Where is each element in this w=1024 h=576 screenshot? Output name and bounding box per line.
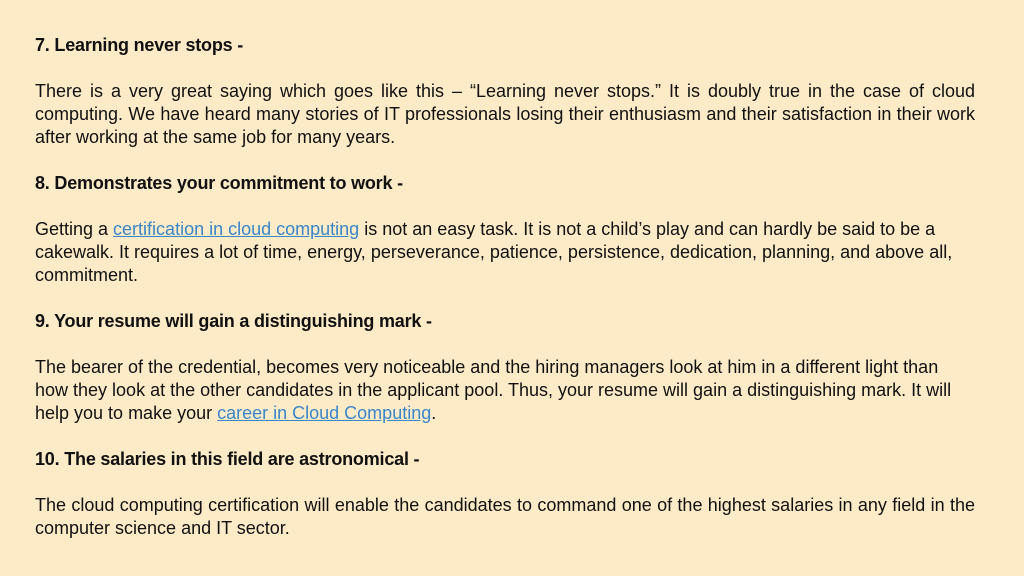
section-9-text-after: . bbox=[431, 403, 437, 423]
spacer bbox=[35, 287, 975, 310]
section-7-body: There is a very great saying which goes like this – “Learning never stops.” It is doubly true in the case of cloud computing. We have heard many stories of IT professionals losing their enthusiasm and their satisfaction in their work after working at the same job for many years. bbox=[35, 81, 975, 147]
section-8-body bbox=[35, 218, 975, 287]
spacer bbox=[35, 425, 975, 448]
section-9-text-before: The bearer of the credential, becomes very noticeable and the hiring managers look at him in a different light than how they look at the other candidates in the applicant pool. Thus, your resume will gain a distinguishing mark. It will help you to make your bbox=[35, 357, 952, 423]
spacer bbox=[35, 195, 975, 218]
spacer bbox=[35, 471, 975, 494]
cloud-certification-link[interactable]: certification in cloud computing bbox=[113, 219, 360, 239]
spacer bbox=[35, 333, 975, 356]
slide-content bbox=[35, 34, 975, 540]
section-10-body: The cloud computing certification will enable the candidates to command one of the highest salaries in any field in the computer science and IT sector. bbox=[35, 495, 975, 538]
section-8-text-after: is not an easy task. It is not a child’s play and can hardly be said to be a cakewalk. It requires a lot of time, energy, perseverance, patience, persistence, dedication, planning, and above all, commitment. bbox=[35, 219, 953, 285]
section-9-heading: 9. Your resume will gain a distinguishing mark - bbox=[35, 311, 432, 331]
cloud-career-link[interactable]: career in Cloud Computing bbox=[217, 403, 432, 423]
spacer bbox=[35, 149, 975, 172]
section-9-body bbox=[35, 356, 975, 425]
section-8-heading: 8. Demonstrates your commitment to work - bbox=[35, 173, 403, 193]
section-10-heading: 10. The salaries in this field are astronomical - bbox=[35, 449, 420, 469]
section-8-text-before: Getting a bbox=[35, 219, 114, 239]
section-7-heading: 7. Learning never stops - bbox=[35, 35, 244, 55]
spacer bbox=[35, 57, 975, 80]
